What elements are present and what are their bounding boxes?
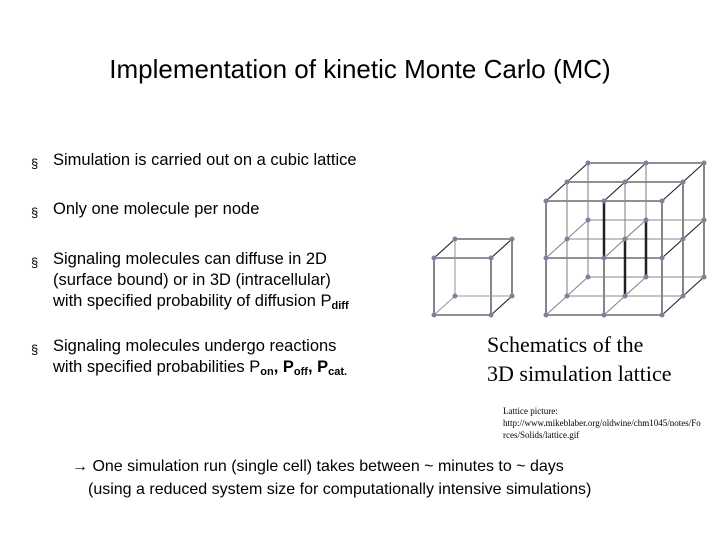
- bullet-line: Signaling molecules can diffuse in 2D: [53, 250, 327, 268]
- bullet-line: Signaling molecules undergo reactions: [53, 337, 337, 355]
- subscript-off: off: [293, 366, 308, 378]
- caption-line: Schematics of the: [487, 332, 644, 357]
- note-line: (using a reduced system size for computationally intensive simulations): [88, 481, 592, 498]
- bullet-marker: §: [31, 156, 39, 171]
- bullet-line: (surface bound) or in 3D (intracellular): [53, 271, 331, 289]
- slide-title: Implementation of kinetic Monte Carlo (MC): [109, 54, 611, 84]
- separator: , P: [307, 358, 329, 376]
- image-credit: [503, 405, 703, 441]
- credit-url[interactable]: http://www.mikeblaber.org/oldwine/chm1045/notes/Forces/Solids/lattice.gif: [503, 418, 701, 440]
- bullet-text: Only one molecule per node: [53, 200, 260, 218]
- bullet-marker: §: [31, 342, 39, 357]
- bullet-line: with specified probabilities P: [53, 358, 261, 376]
- bullet-marker: §: [31, 205, 39, 220]
- subscript-on: on: [260, 366, 274, 378]
- single-cube: [434, 239, 512, 315]
- separator: , P: [273, 358, 294, 376]
- bullet-text: Simulation is carried out on a cubic lattice: [53, 151, 357, 169]
- bullet-line: with specified probability of diffusion P: [53, 292, 332, 310]
- subscript-cat: cat.: [328, 366, 348, 378]
- runtime-note: [72, 455, 591, 501]
- arrow-icon: →: [72, 458, 88, 475]
- note-line: One simulation run (single cell) takes between ~ minutes to ~ days: [92, 458, 564, 475]
- bullet-marker: §: [31, 255, 39, 270]
- subscript-diff: diff: [331, 300, 349, 312]
- caption-line: 3D simulation lattice: [487, 361, 672, 386]
- grid-lattice-nodes: [544, 161, 707, 318]
- lattice-caption: [487, 330, 672, 388]
- credit-label: Lattice picture:: [503, 406, 558, 416]
